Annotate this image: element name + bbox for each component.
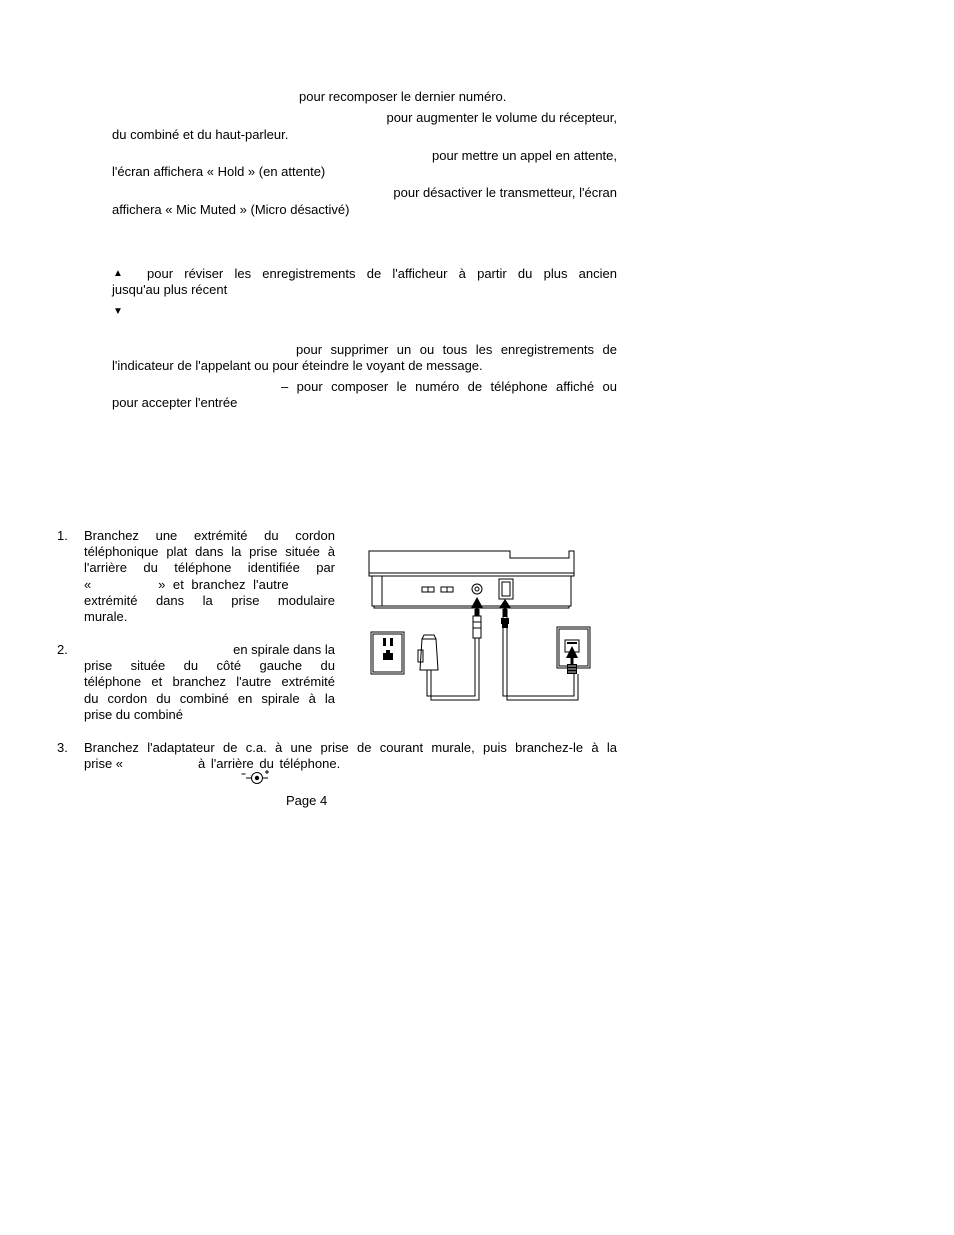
dial-description-line1: – pour composer le numéro de téléphone affiché ou: [281, 379, 617, 394]
step2-line4: du cordon du combiné en spirale à la: [84, 691, 335, 706]
step1-line4: « » et branchez l'autre: [84, 577, 289, 592]
volume-description-line2: du combiné et du haut-parleur.: [112, 127, 289, 142]
phone-connection-diagram: [366, 546, 592, 706]
volume-description-line1: pour augmenter le volume du récepteur,: [386, 110, 617, 125]
step2-line2: prise située du côté gauche du: [84, 658, 335, 673]
review-up-description-line2: jusqu'au plus récent: [112, 282, 228, 297]
redial-description: pour recomposer le dernier numéro.: [299, 89, 507, 104]
hold-description-line2: l'écran affichera « Hold » (en attente): [112, 164, 326, 179]
mute-description-line1: pour désactiver le transmetteur, l'écran: [393, 185, 617, 200]
step1-line3: l'arrière du téléphone identifiée par: [84, 560, 335, 575]
step1-line6: murale.: [84, 609, 128, 624]
step2-line3: téléphone et branchez l'autre extrémité: [84, 674, 335, 689]
step3-line1: Branchez l'adaptateur de c.a. à une prise de courant murale, puis branchez-le à la: [84, 740, 617, 755]
review-up-description-line1: pour réviser les enregistrements de l'afficheur à partir du plus ancien: [147, 266, 617, 281]
step1-line5: extrémité dans la prise modulaire: [84, 593, 335, 608]
step1-number: 1.: [57, 528, 68, 543]
step2-line1: en spirale dans la: [233, 642, 335, 657]
delete-description-line2: l'indicateur de l'appelant ou pour éteindre le voyant de message.: [112, 358, 483, 373]
step3-line2-start: prise «: [84, 756, 124, 771]
step3-line2-end: à l'arrière du téléphone.: [198, 756, 341, 771]
step1-line1: Branchez une extrémité du cordon: [84, 528, 335, 543]
triangle-down-icon: ▼: [113, 306, 123, 317]
step2-line5: prise du combiné: [84, 707, 183, 722]
step2-number: 2.: [57, 642, 68, 657]
dial-description-line2: pour accepter l'entrée: [112, 395, 238, 410]
dc-jack-icon: [241, 770, 273, 786]
hold-description-line1: pour mettre un appel en attente,: [431, 148, 617, 163]
delete-description-line1: pour supprimer un ou tous les enregistrements de: [296, 342, 617, 357]
triangle-up-icon: ▲: [113, 268, 123, 279]
step3-number: 3.: [57, 740, 68, 755]
mute-description-line2: affichera « Mic Muted » (Micro désactivé): [112, 202, 350, 217]
page-number: Page 4: [286, 793, 328, 808]
step1-line2: téléphonique plat dans la prise située à: [84, 544, 335, 559]
